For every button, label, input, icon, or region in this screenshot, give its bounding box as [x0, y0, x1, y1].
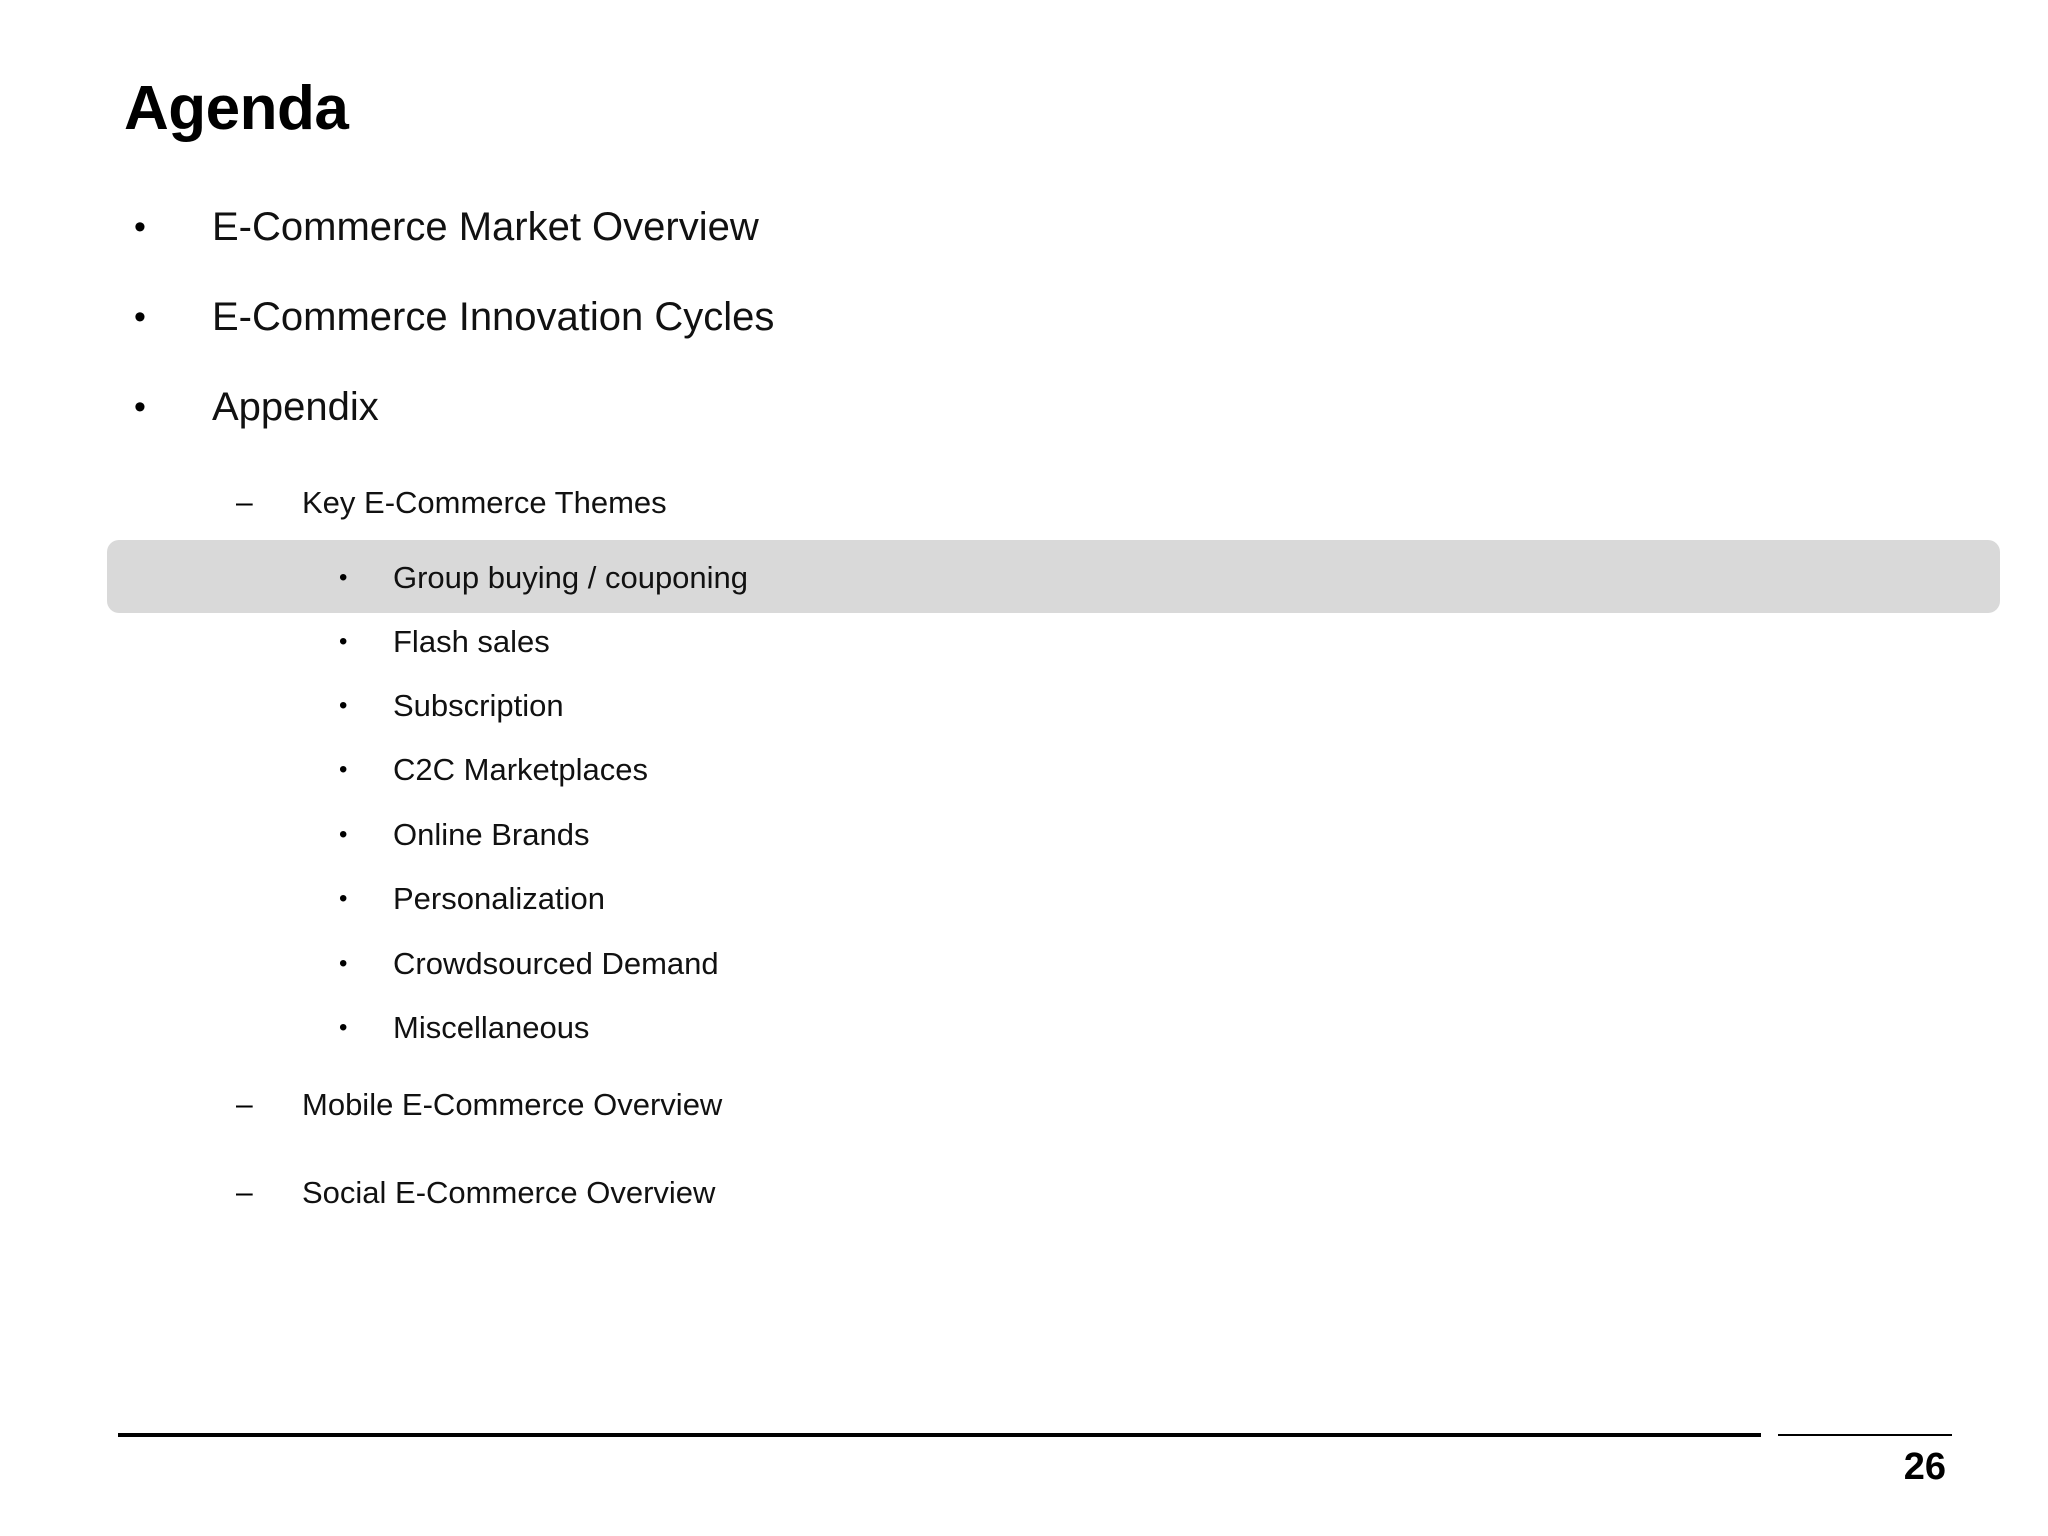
theme-label: Online Brands — [393, 817, 590, 852]
footer-rule-left — [118, 1433, 1761, 1437]
bullet-icon: • — [339, 564, 348, 591]
bullet-icon: • — [339, 1014, 348, 1041]
dash-bullet-icon: – — [236, 1088, 253, 1121]
theme-item-subscription — [339, 688, 564, 724]
appendix-section-label: Mobile E-Commerce Overview — [302, 1087, 723, 1122]
bullet-icon: • — [134, 298, 146, 336]
appendix-section-mobile — [236, 1087, 722, 1123]
page-number: 26 — [1903, 1446, 1946, 1488]
agenda-item-innovation-cycles — [134, 295, 774, 340]
agenda-item-label: E-Commerce Innovation Cycles — [212, 295, 775, 339]
dash-bullet-icon: – — [236, 1176, 253, 1209]
theme-item-personalization — [339, 881, 605, 917]
agenda-item-label: E-Commerce Market Overview — [212, 205, 759, 249]
theme-label: Crowdsourced Demand — [393, 946, 719, 981]
bullet-icon: • — [339, 821, 348, 848]
appendix-section-key-themes — [236, 485, 667, 521]
dash-bullet-icon: – — [236, 486, 253, 519]
theme-label: Subscription — [393, 688, 564, 723]
theme-label: C2C Marketplaces — [393, 752, 648, 787]
bullet-icon: • — [339, 756, 348, 783]
appendix-section-label: Key E-Commerce Themes — [302, 485, 667, 520]
slide-title: Agenda — [124, 74, 349, 143]
appendix-section-label: Social E-Commerce Overview — [302, 1175, 716, 1210]
theme-label: Flash sales — [393, 624, 550, 659]
theme-label: Personalization — [393, 881, 605, 916]
theme-item-flash-sales — [339, 624, 550, 660]
theme-item-c2c-marketplaces — [339, 752, 648, 788]
theme-label: Group buying / couponing — [393, 560, 749, 595]
appendix-section-social — [236, 1175, 715, 1211]
theme-label: Miscellaneous — [393, 1010, 590, 1045]
agenda-item-appendix — [134, 385, 379, 430]
theme-item-group-buying — [339, 560, 748, 596]
bullet-icon: • — [134, 208, 146, 246]
theme-item-miscellaneous — [339, 1010, 589, 1046]
bullet-icon: • — [339, 692, 348, 719]
bullet-icon: • — [339, 628, 348, 655]
theme-item-online-brands — [339, 817, 589, 853]
bullet-icon: • — [134, 388, 146, 426]
theme-item-crowdsourced-demand — [339, 946, 719, 982]
bullet-icon: • — [339, 885, 348, 912]
bullet-icon: • — [339, 950, 348, 977]
agenda-item-label: Appendix — [212, 385, 379, 429]
footer-rule-right — [1778, 1434, 1952, 1436]
agenda-item-market-overview — [134, 205, 759, 250]
